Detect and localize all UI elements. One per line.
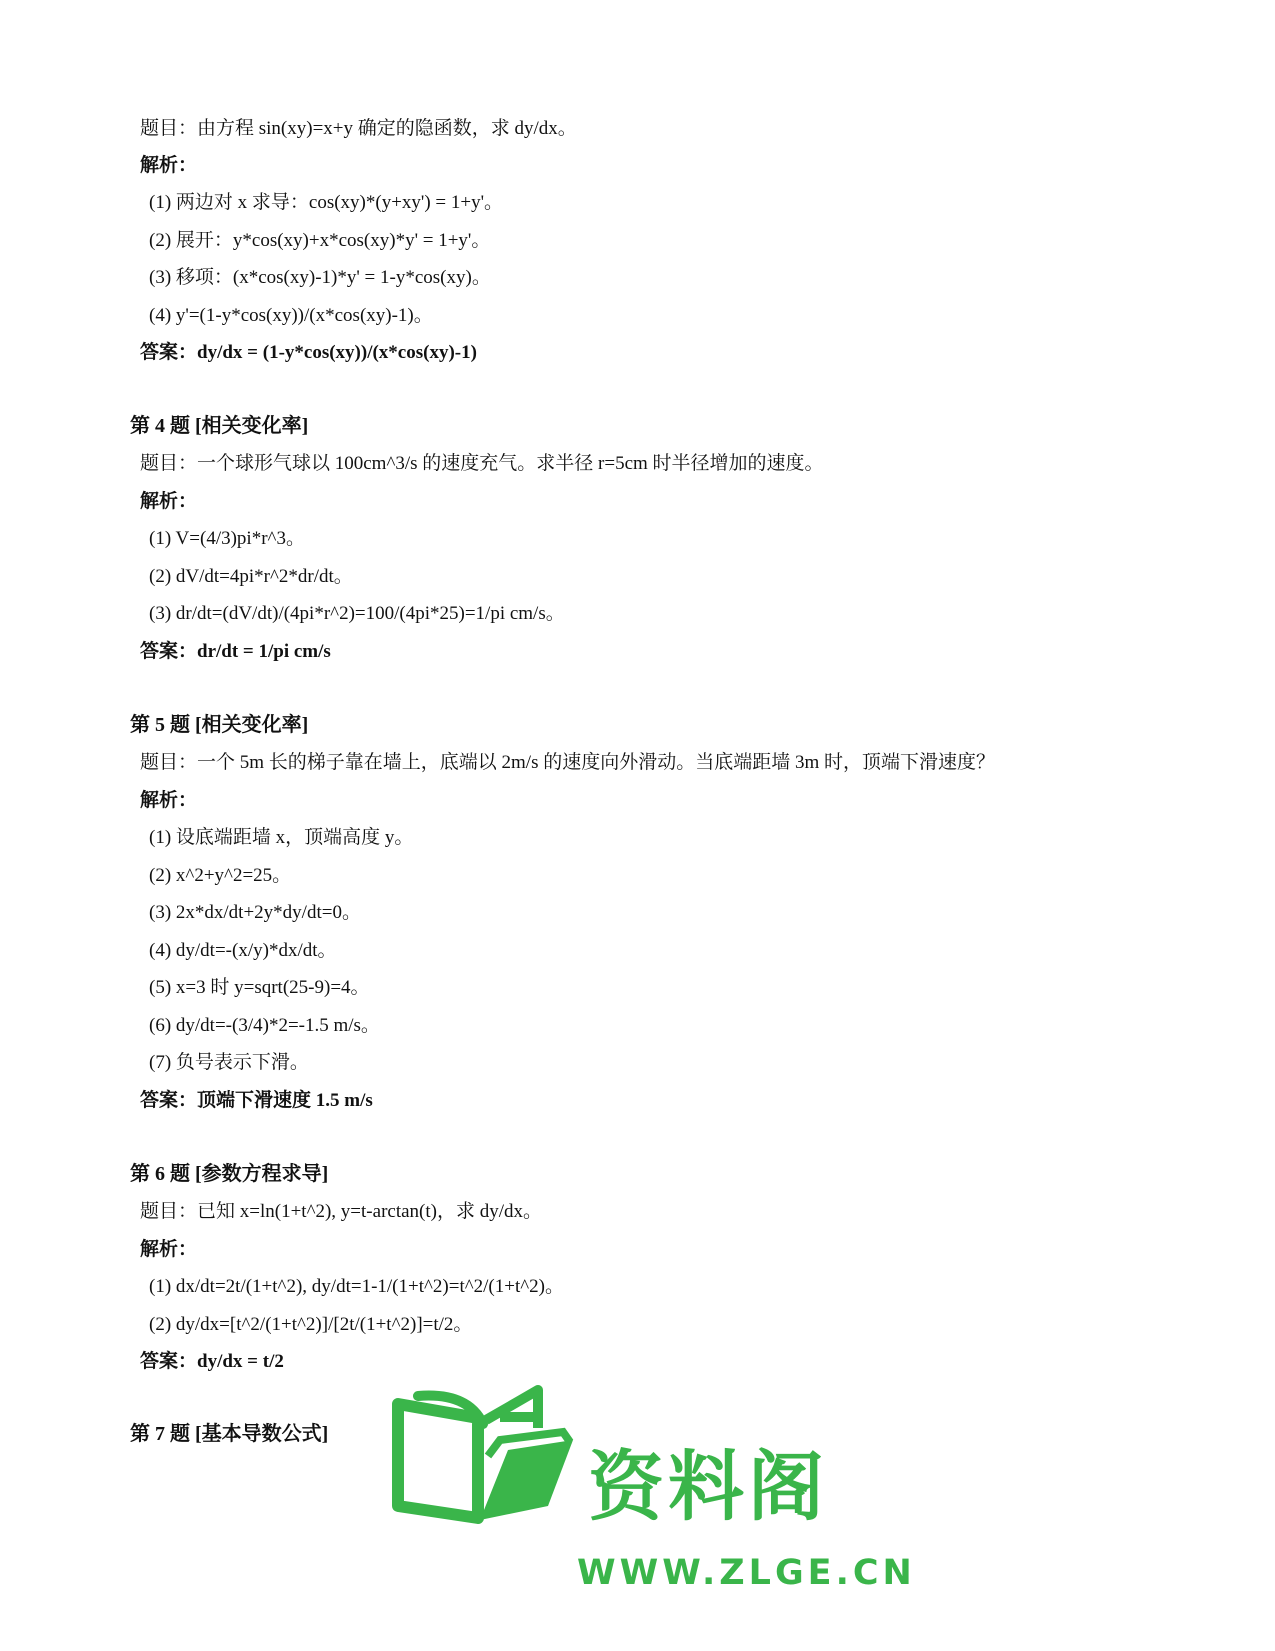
q4-step-2: (2) dV/dt=4pi*r^2*dr/dt。 — [149, 566, 353, 587]
q6-answer: 答案：dy/dx = t/2 — [140, 1351, 284, 1372]
q3-question: 题目：由方程 sin(xy)=x+y 确定的隐函数，求 dy/dx。 — [140, 118, 577, 139]
q7-heading: 第 7 题 [基本导数公式] — [130, 1423, 329, 1445]
q5-step-1: (1) 设底端距墙 x，顶端高度 y。 — [149, 827, 414, 848]
q6-question: 题目：已知 x=ln(1+t^2), y=t-arctan(t)，求 dy/dx。 — [140, 1201, 542, 1222]
q5-question: 题目：一个 5m 长的梯子靠在墙上，底端以 2m/s 的速度向外滑动。当底端距墙 3m 时，顶端下滑速度？ — [140, 752, 996, 773]
q4-question: 题目：一个球形气球以 100cm^3/s 的速度充气。求半径 r=5cm 时半径增加的速度。 — [140, 453, 824, 474]
q5-step-3: (3) 2x*dx/dt+2y*dy/dt=0。 — [149, 902, 361, 923]
q5-step-7: (7) 负号表示下滑。 — [149, 1052, 309, 1073]
q3-analysis-label: 解析： — [140, 155, 198, 176]
q3-step-1: (1) 两边对 x 求导：cos(xy)*(y+xy') = 1+y'。 — [149, 192, 504, 213]
q3-step-4: (4) y'=(1-y*cos(xy))/(x*cos(xy)-1)。 — [149, 305, 433, 326]
q5-step-4: (4) dy/dt=-(x/y)*dx/dt。 — [149, 940, 337, 961]
q4-step-1: (1) V=(4/3)pi*r^3。 — [149, 528, 305, 549]
q5-heading: 第 5 题 [相关变化率] — [130, 714, 309, 736]
q5-step-2: (2) x^2+y^2=25。 — [149, 865, 292, 886]
q5-step-6: (6) dy/dt=-(3/4)*2=-1.5 m/s。 — [149, 1015, 380, 1036]
open-book-icon — [388, 1384, 588, 1524]
q4-answer: 答案：dr/dt = 1/pi cm/s — [140, 641, 331, 662]
q3-step-2: (2) 展开：y*cos(xy)+x*cos(xy)*y' = 1+y'。 — [149, 230, 491, 251]
q6-step-2: (2) dy/dx=[t^2/(1+t^2)]/[2t/(1+t^2)]=t/2。 — [149, 1314, 473, 1335]
q6-heading: 第 6 题 [参数方程求导] — [130, 1163, 329, 1185]
q4-step-3: (3) dr/dt=(dV/dt)/(4pi*r^2)=100/(4pi*25)=1/pi cm/s。 — [149, 603, 565, 624]
watermark-brand: 资料阁 — [588, 1442, 828, 1531]
q3-step-3: (3) 移项：(x*cos(xy)-1)*y' = 1-y*cos(xy)。 — [149, 267, 491, 288]
q6-step-1: (1) dx/dt=2t/(1+t^2), dy/dt=1-1/(1+t^2)=t^2/(1+t^2)。 — [149, 1276, 564, 1297]
q4-analysis-label: 解析： — [140, 491, 198, 512]
q5-answer: 答案：顶端下滑速度 1.5 m/s — [140, 1090, 373, 1111]
q6-analysis-label: 解析： — [140, 1239, 198, 1260]
q4-heading: 第 4 题 [相关变化率] — [130, 415, 309, 437]
watermark-url: WWW.ZLGE.CN — [577, 1553, 916, 1593]
q5-analysis-label: 解析： — [140, 790, 198, 811]
q3-answer: 答案：dy/dx = (1-y*cos(xy))/(x*cos(xy)-1) — [140, 342, 477, 363]
q5-step-5: (5) x=3 时 y=sqrt(25-9)=4。 — [149, 977, 370, 998]
